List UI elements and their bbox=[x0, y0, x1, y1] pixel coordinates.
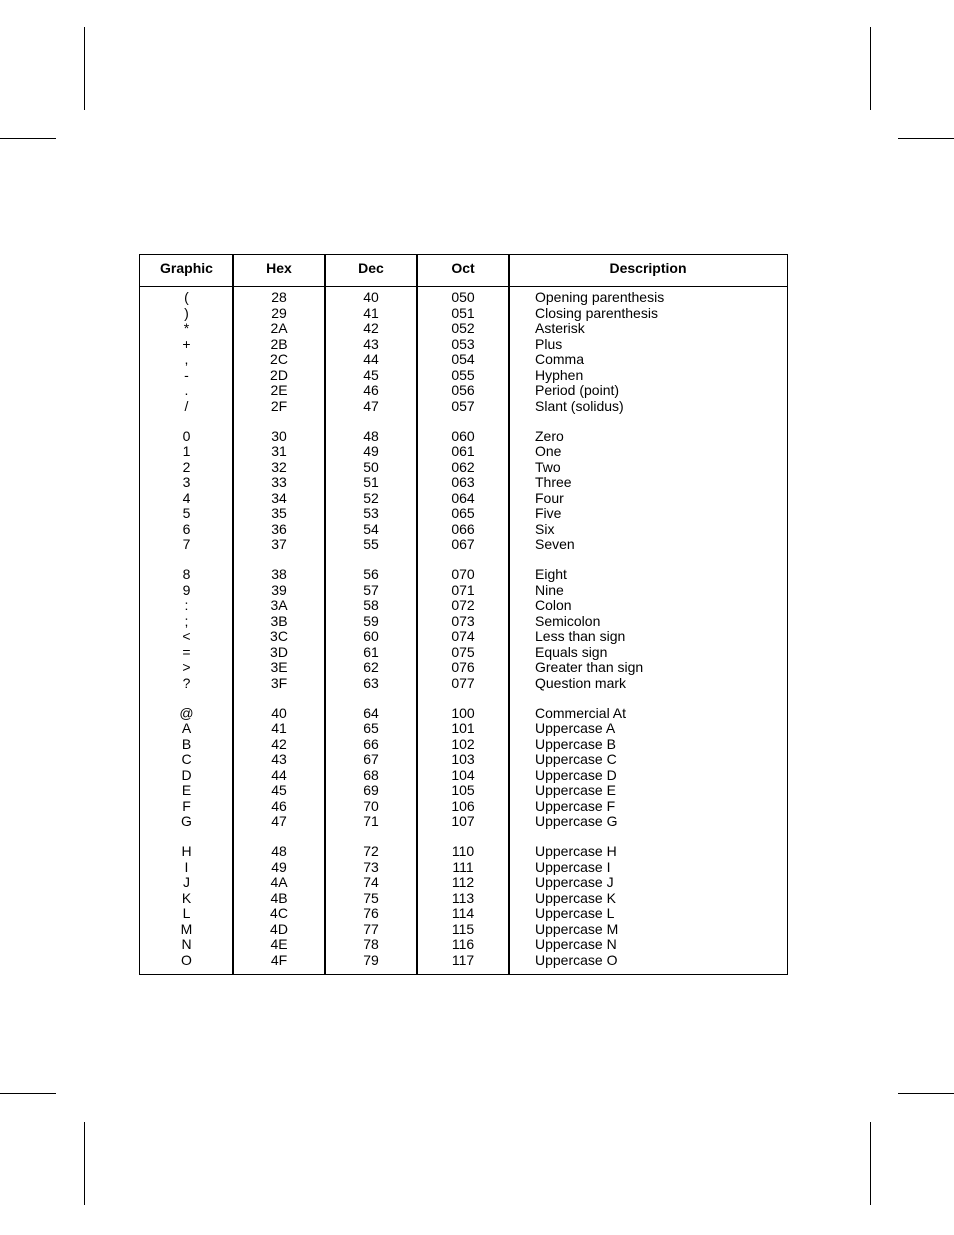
cell-description: Period (point) bbox=[535, 382, 620, 398]
cell-description: Uppercase K bbox=[535, 889, 616, 906]
cell-graphic: 3 bbox=[182, 474, 191, 490]
cell-oct: 073 bbox=[451, 612, 475, 629]
cell-graphic: M bbox=[180, 920, 193, 937]
cell-dec: 49 bbox=[363, 443, 379, 459]
table-row bbox=[140, 937, 787, 953]
cell-oct: 064 bbox=[451, 489, 475, 506]
cell-oct: 062 bbox=[451, 458, 475, 475]
cell-graphic: ) bbox=[184, 304, 189, 321]
cell-oct: 053 bbox=[451, 335, 475, 352]
cell-hex: 2D bbox=[270, 366, 288, 383]
cell-hex: 35 bbox=[271, 505, 287, 521]
cell-description: Asterisk bbox=[535, 320, 585, 336]
cell-hex: 43 bbox=[271, 751, 287, 767]
cell-graphic: @ bbox=[179, 704, 194, 721]
cell-hex: 4A bbox=[270, 874, 288, 890]
cell-description: Colon bbox=[535, 597, 572, 613]
cell-oct: 106 bbox=[451, 797, 475, 814]
table-row bbox=[140, 522, 787, 538]
cell-description: Commercial At bbox=[535, 704, 627, 721]
cell-dec: 56 bbox=[363, 566, 379, 582]
cell-graphic: B bbox=[181, 735, 192, 752]
table-row bbox=[140, 752, 787, 768]
cell-dec: 76 bbox=[363, 905, 379, 921]
table-row bbox=[140, 721, 787, 737]
cell-oct: 112 bbox=[451, 874, 475, 890]
cell-hex: 32 bbox=[271, 458, 287, 475]
cell-hex: 2B bbox=[270, 335, 288, 352]
table-row bbox=[140, 922, 787, 938]
cell-oct: 057 bbox=[451, 397, 475, 414]
cell-oct: 113 bbox=[451, 889, 475, 906]
cell-hex: 29 bbox=[271, 304, 287, 321]
cell-description: One bbox=[535, 443, 562, 459]
cell-dec: 67 bbox=[363, 751, 379, 767]
header-hex: Hex bbox=[266, 260, 292, 276]
cell-description: Four bbox=[535, 489, 564, 506]
cell-dec: 68 bbox=[363, 766, 379, 783]
row-group bbox=[140, 290, 787, 414]
cell-hex: 3D bbox=[270, 643, 288, 660]
cell-graphic: 6 bbox=[182, 520, 191, 537]
table-row bbox=[140, 645, 787, 661]
cell-graphic: 0 bbox=[182, 427, 191, 444]
cell-dec: 64 bbox=[363, 704, 379, 721]
cell-dec: 69 bbox=[363, 782, 379, 798]
table-row bbox=[140, 783, 787, 799]
cell-graphic: > bbox=[182, 659, 191, 675]
cell-dec: 52 bbox=[363, 489, 379, 506]
cell-description: Zero bbox=[535, 427, 564, 444]
cell-description: Uppercase A bbox=[535, 720, 616, 736]
cell-hex: 2E bbox=[270, 382, 288, 398]
cell-dec: 72 bbox=[363, 843, 379, 859]
table-row bbox=[140, 875, 787, 891]
table-row bbox=[140, 706, 787, 722]
table-row bbox=[140, 368, 787, 384]
cell-hex: 2A bbox=[270, 320, 288, 336]
cell-description: Uppercase B bbox=[535, 735, 616, 752]
crop-mark-top-left-vertical bbox=[84, 27, 85, 110]
table-row bbox=[140, 567, 787, 583]
table-row bbox=[140, 429, 787, 445]
cell-oct: 107 bbox=[451, 813, 475, 829]
table-row bbox=[140, 290, 787, 306]
cell-hex: 48 bbox=[271, 843, 287, 859]
crop-mark-bottom-right-horizontal bbox=[898, 1093, 954, 1094]
cell-description: Uppercase C bbox=[535, 751, 617, 767]
cell-dec: 44 bbox=[363, 351, 379, 367]
cell-graphic: C bbox=[181, 751, 192, 767]
cell-description: Less than sign bbox=[535, 628, 626, 644]
cell-oct: 100 bbox=[451, 704, 475, 721]
cell-graphic: I bbox=[184, 858, 189, 875]
cell-oct: 105 bbox=[451, 782, 475, 798]
cell-dec: 60 bbox=[363, 628, 379, 644]
cell-graphic: 1 bbox=[182, 443, 191, 459]
table-row bbox=[140, 906, 787, 922]
cell-dec: 79 bbox=[363, 951, 379, 968]
cell-graphic: , bbox=[184, 351, 189, 367]
cell-description: Uppercase L bbox=[535, 905, 615, 921]
table-row bbox=[140, 844, 787, 860]
cell-oct: 077 bbox=[451, 674, 475, 691]
table-row bbox=[140, 814, 787, 830]
cell-hex: 46 bbox=[271, 797, 287, 814]
table-header bbox=[140, 255, 787, 287]
cell-hex: 3A bbox=[270, 597, 288, 613]
table-row bbox=[140, 891, 787, 907]
cell-hex: 2F bbox=[270, 397, 288, 414]
row-group bbox=[140, 429, 787, 553]
cell-hex: 3C bbox=[270, 628, 288, 644]
crop-mark-bottom-left-horizontal bbox=[0, 1093, 56, 1094]
cell-dec: 58 bbox=[363, 597, 379, 613]
cell-dec: 74 bbox=[363, 874, 379, 890]
cell-oct: 110 bbox=[451, 843, 475, 859]
cell-dec: 43 bbox=[363, 335, 379, 352]
cell-oct: 070 bbox=[451, 566, 475, 582]
header-graphic: Graphic bbox=[160, 260, 213, 276]
cell-dec: 66 bbox=[363, 735, 379, 752]
cell-graphic: 8 bbox=[182, 566, 191, 582]
cell-description: Question mark bbox=[535, 674, 627, 691]
cell-hex: 4D bbox=[270, 920, 288, 937]
cell-graphic: ; bbox=[184, 612, 189, 629]
cell-oct: 050 bbox=[451, 289, 475, 305]
cell-oct: 104 bbox=[451, 766, 475, 783]
row-group bbox=[140, 844, 787, 968]
cell-description: Two bbox=[535, 458, 561, 475]
cell-dec: 46 bbox=[363, 382, 379, 398]
cell-dec: 75 bbox=[363, 889, 379, 906]
cell-graphic: 2 bbox=[182, 458, 191, 475]
cell-oct: 117 bbox=[451, 951, 475, 968]
cell-graphic: K bbox=[181, 889, 192, 906]
cell-description: Uppercase D bbox=[535, 766, 617, 783]
table-row bbox=[140, 444, 787, 460]
cell-dec: 50 bbox=[363, 458, 379, 475]
cell-description: Uppercase N bbox=[535, 936, 617, 952]
cell-oct: 103 bbox=[451, 751, 475, 767]
cell-graphic: 9 bbox=[182, 581, 191, 598]
cell-graphic: = bbox=[182, 643, 191, 660]
ascii-code-table bbox=[139, 254, 788, 975]
crop-mark-top-right-horizontal bbox=[898, 138, 954, 139]
cell-hex: 3E bbox=[270, 659, 288, 675]
cell-description: Uppercase M bbox=[535, 920, 619, 937]
cell-description: Uppercase O bbox=[535, 951, 618, 968]
cell-graphic: : bbox=[184, 597, 189, 613]
cell-oct: 075 bbox=[451, 643, 475, 660]
cell-graphic: D bbox=[181, 766, 192, 783]
cell-oct: 065 bbox=[451, 505, 475, 521]
cell-graphic: < bbox=[182, 628, 191, 644]
header-oct: Oct bbox=[451, 260, 475, 276]
table-row bbox=[140, 383, 787, 399]
table-row bbox=[140, 537, 787, 553]
table-row bbox=[140, 953, 787, 969]
cell-hex: 45 bbox=[271, 782, 287, 798]
cell-description: Slant (solidus) bbox=[535, 397, 624, 414]
cell-oct: 052 bbox=[451, 320, 475, 336]
cell-hex: 3F bbox=[270, 674, 288, 691]
cell-hex: 38 bbox=[271, 566, 287, 582]
cell-description: Eight bbox=[535, 566, 567, 582]
cell-graphic: H bbox=[181, 843, 192, 859]
table-row bbox=[140, 506, 787, 522]
cell-hex: 36 bbox=[271, 520, 287, 537]
cell-oct: 060 bbox=[451, 427, 475, 444]
cell-dec: 55 bbox=[363, 536, 379, 552]
table-row bbox=[140, 799, 787, 815]
cell-description: Three bbox=[535, 474, 572, 490]
cell-description: Nine bbox=[535, 581, 564, 598]
cell-hex: 4C bbox=[270, 905, 288, 921]
cell-dec: 48 bbox=[363, 427, 379, 444]
cell-description: Seven bbox=[535, 536, 575, 552]
cell-graphic: J bbox=[183, 874, 190, 890]
cell-oct: 066 bbox=[451, 520, 475, 537]
cell-graphic: 5 bbox=[182, 505, 191, 521]
cell-dec: 61 bbox=[363, 643, 379, 660]
cell-hex: 28 bbox=[271, 289, 287, 305]
cell-graphic: ? bbox=[182, 674, 191, 691]
cell-description: Uppercase J bbox=[535, 874, 614, 890]
cell-graphic: / bbox=[184, 397, 189, 414]
cell-oct: 067 bbox=[451, 536, 475, 552]
cell-hex: 30 bbox=[271, 427, 287, 444]
cell-dec: 40 bbox=[363, 289, 379, 305]
cell-hex: 34 bbox=[271, 489, 287, 506]
table-row bbox=[140, 737, 787, 753]
cell-graphic: ( bbox=[184, 289, 189, 305]
table-row bbox=[140, 460, 787, 476]
cell-dec: 41 bbox=[363, 304, 379, 321]
table-row bbox=[140, 352, 787, 368]
cell-oct: 054 bbox=[451, 351, 475, 367]
table-row bbox=[140, 614, 787, 630]
cell-dec: 78 bbox=[363, 936, 379, 952]
table-body bbox=[140, 290, 787, 983]
table-row bbox=[140, 337, 787, 353]
cell-graphic: N bbox=[181, 936, 192, 952]
crop-mark-bottom-left-vertical bbox=[84, 1122, 85, 1205]
cell-description: Opening parenthesis bbox=[535, 289, 665, 305]
cell-hex: 44 bbox=[271, 766, 287, 783]
table-row bbox=[140, 660, 787, 676]
header-description: Description bbox=[609, 260, 687, 276]
header-dec: Dec bbox=[358, 260, 384, 276]
cell-oct: 115 bbox=[451, 920, 475, 937]
cell-dec: 73 bbox=[363, 858, 379, 875]
table-row bbox=[140, 321, 787, 337]
cell-description: Semicolon bbox=[535, 612, 601, 629]
cell-graphic: . bbox=[184, 382, 189, 398]
cell-description: Greater than sign bbox=[535, 659, 644, 675]
cell-oct: 102 bbox=[451, 735, 475, 752]
table-row bbox=[140, 860, 787, 876]
cell-dec: 54 bbox=[363, 520, 379, 537]
cell-hex: 40 bbox=[271, 704, 287, 721]
table-row bbox=[140, 629, 787, 645]
cell-dec: 70 bbox=[363, 797, 379, 814]
cell-oct: 063 bbox=[451, 474, 475, 490]
cell-graphic: - bbox=[184, 366, 189, 383]
cell-dec: 57 bbox=[363, 581, 379, 598]
cell-oct: 071 bbox=[451, 581, 475, 598]
cell-dec: 77 bbox=[363, 920, 379, 937]
cell-dec: 53 bbox=[363, 505, 379, 521]
cell-description: Five bbox=[535, 505, 562, 521]
cell-graphic: O bbox=[181, 951, 192, 968]
cell-description: Uppercase H bbox=[535, 843, 617, 859]
cell-dec: 62 bbox=[363, 659, 379, 675]
cell-oct: 101 bbox=[451, 720, 475, 736]
table-row bbox=[140, 475, 787, 491]
cell-dec: 71 bbox=[363, 813, 379, 829]
cell-hex: 41 bbox=[271, 720, 287, 736]
table-row bbox=[140, 399, 787, 415]
cell-description: Comma bbox=[535, 351, 585, 367]
cell-dec: 59 bbox=[363, 612, 379, 629]
table-row bbox=[140, 306, 787, 322]
cell-oct: 056 bbox=[451, 382, 475, 398]
table-row bbox=[140, 598, 787, 614]
table-row bbox=[140, 491, 787, 507]
cell-oct: 074 bbox=[451, 628, 475, 644]
row-group bbox=[140, 567, 787, 691]
cell-graphic: L bbox=[182, 905, 191, 921]
cell-description: Six bbox=[535, 520, 555, 537]
cell-hex: 37 bbox=[271, 536, 287, 552]
cell-dec: 63 bbox=[363, 674, 379, 691]
crop-mark-top-left-horizontal bbox=[0, 138, 56, 139]
cell-oct: 051 bbox=[451, 304, 475, 321]
cell-hex: 4E bbox=[270, 936, 288, 952]
cell-description: Uppercase I bbox=[535, 858, 611, 875]
cell-graphic: A bbox=[181, 720, 192, 736]
cell-description: Hyphen bbox=[535, 366, 584, 383]
cell-graphic: G bbox=[181, 813, 192, 829]
cell-oct: 076 bbox=[451, 659, 475, 675]
cell-graphic: * bbox=[183, 320, 190, 336]
cell-graphic: F bbox=[182, 797, 191, 814]
table-row bbox=[140, 768, 787, 784]
cell-oct: 061 bbox=[451, 443, 475, 459]
cell-dec: 47 bbox=[363, 397, 379, 414]
cell-description: Plus bbox=[535, 335, 563, 352]
row-group bbox=[140, 706, 787, 830]
cell-oct: 116 bbox=[451, 936, 475, 952]
cell-oct: 111 bbox=[452, 858, 474, 875]
cell-graphic: + bbox=[182, 335, 191, 352]
cell-hex: 39 bbox=[271, 581, 287, 598]
cell-graphic: 7 bbox=[182, 536, 191, 552]
cell-description: Uppercase F bbox=[535, 797, 616, 814]
cell-oct: 072 bbox=[451, 597, 475, 613]
cell-dec: 42 bbox=[363, 320, 379, 336]
cell-hex: 42 bbox=[271, 735, 287, 752]
crop-mark-top-right-vertical bbox=[870, 27, 871, 110]
cell-hex: 2C bbox=[270, 351, 288, 367]
cell-hex: 31 bbox=[271, 443, 287, 459]
cell-hex: 49 bbox=[271, 858, 287, 875]
table-row bbox=[140, 676, 787, 692]
cell-oct: 055 bbox=[451, 366, 475, 383]
cell-hex: 4F bbox=[270, 951, 288, 968]
cell-description: Uppercase E bbox=[535, 782, 616, 798]
cell-dec: 51 bbox=[363, 474, 379, 490]
cell-graphic: E bbox=[181, 782, 192, 798]
crop-mark-bottom-right-vertical bbox=[870, 1122, 871, 1205]
cell-description: Uppercase G bbox=[535, 813, 618, 829]
cell-description: Closing parenthesis bbox=[535, 304, 658, 321]
cell-description: Equals sign bbox=[535, 643, 608, 660]
cell-hex: 4B bbox=[270, 889, 288, 906]
cell-graphic: 4 bbox=[182, 489, 191, 506]
cell-hex: 3B bbox=[270, 612, 288, 629]
cell-dec: 45 bbox=[363, 366, 379, 383]
cell-oct: 114 bbox=[451, 905, 475, 921]
cell-hex: 47 bbox=[271, 813, 287, 829]
cell-dec: 65 bbox=[363, 720, 379, 736]
cell-hex: 33 bbox=[271, 474, 287, 490]
table-row bbox=[140, 583, 787, 599]
